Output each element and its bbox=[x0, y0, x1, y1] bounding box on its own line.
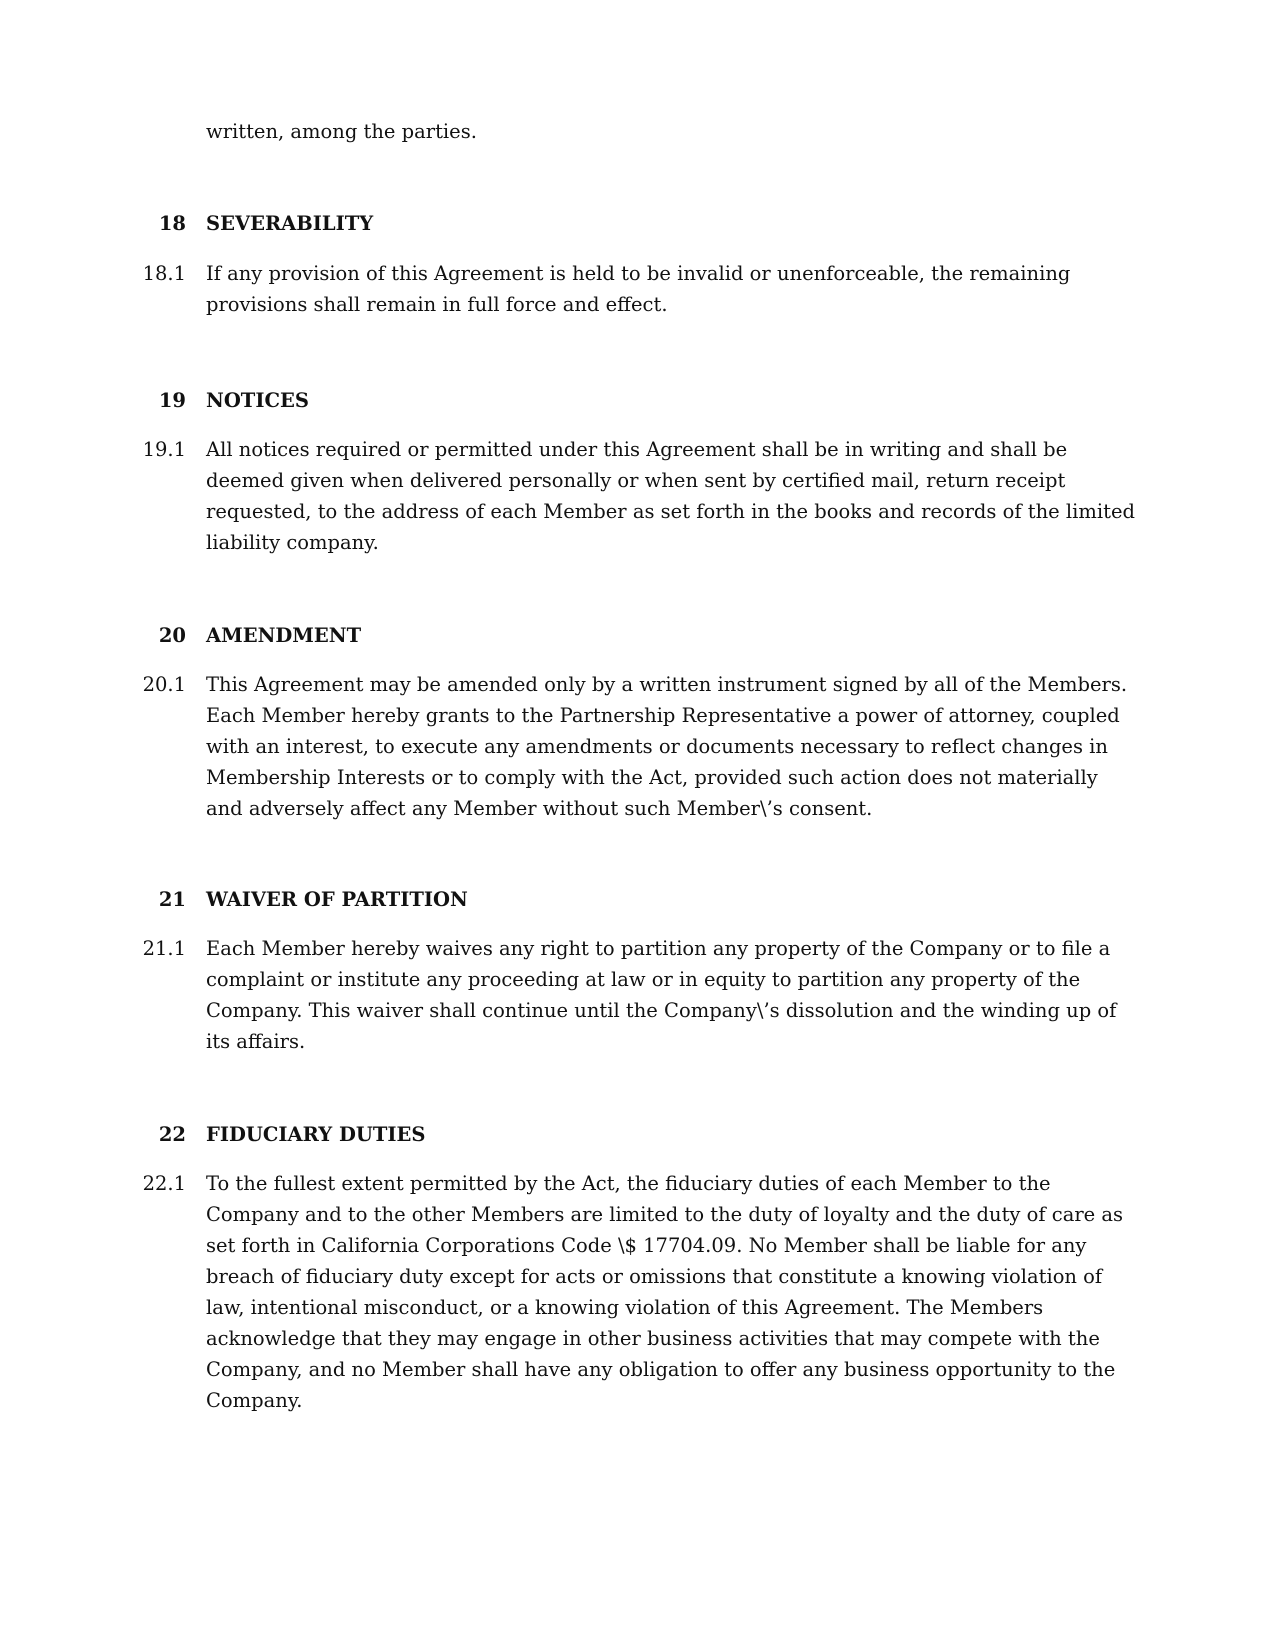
section-heading-fiduciary-duties bbox=[0, 1119, 1275, 1150]
section-number: 21 bbox=[158, 888, 186, 911]
clause-text: If any provision of this Agreement is held to be invalid or unenforceable, the remaining provisions shall remain in full force and effect. bbox=[206, 262, 1071, 316]
section-title: SEVERABILITY bbox=[206, 212, 374, 235]
section-heading-amendment bbox=[0, 620, 1275, 651]
section-heading-waiver-of-partition bbox=[0, 884, 1275, 915]
carryover-paragraph: written, among the parties. bbox=[206, 120, 477, 143]
section-heading-notices bbox=[0, 385, 1275, 416]
section-title: FIDUCIARY DUTIES bbox=[206, 1123, 426, 1146]
section-title: AMENDMENT bbox=[206, 624, 362, 647]
clause-number: 18.1 bbox=[142, 262, 186, 285]
section-heading-severability bbox=[0, 208, 1275, 239]
section-number: 22 bbox=[158, 1123, 186, 1146]
section-title: WAIVER OF PARTITION bbox=[206, 888, 468, 911]
clause-number: 19.1 bbox=[142, 438, 186, 461]
clause-text: All notices required or permitted under this Agreement shall be in writing and shall be deemed given when delivered personally or when sent by certified mail, return receipt requested, to the address of each Member as set forth in the books and records of the limited liability company. bbox=[206, 438, 1135, 554]
clause-number: 20.1 bbox=[142, 673, 186, 696]
clause-text: This Agreement may be amended only by a written instrument signed by all of the Members. Each Member hereby grants to the Partnership Representative a power of attorney, coupled with an interest, to execute any amendments or documents necessary to reflect changes in Membership Interests or to comply with the Act, provided such action does not materially and adversely affect any Member without such Member\’s consent. bbox=[206, 673, 1128, 820]
section-number: 18 bbox=[158, 212, 186, 235]
clause-number: 21.1 bbox=[142, 937, 186, 960]
section-number: 19 bbox=[158, 389, 186, 412]
clause-number: 22.1 bbox=[142, 1172, 186, 1195]
section-title: NOTICES bbox=[206, 389, 309, 412]
clause-text: Each Member hereby waives any right to partition any property of the Company or to file a complaint or institute any proceeding at law or in equity to partition any property of the Company. This waiver shall continue until the Company\’s dissolution and the winding up of its affairs. bbox=[206, 937, 1117, 1053]
clause-text: To the fullest extent permitted by the Act, the fiduciary duties of each Member to the Company and to the other Members are limited to the duty of loyalty and the duty of care as set forth in California Corporations Code \$ 17704.09. No Member shall be liable for any breach of fiduciary duty except for acts or omissions that constitute a knowing violation of law, intentional misconduct, or a knowing violation of this Agreement. The Members acknowledge that they may engage in other business activities that may compete with the Company, and no Member shall have any obligation to offer any business opportunity to the Company. bbox=[206, 1172, 1124, 1412]
section-number: 20 bbox=[158, 624, 186, 647]
